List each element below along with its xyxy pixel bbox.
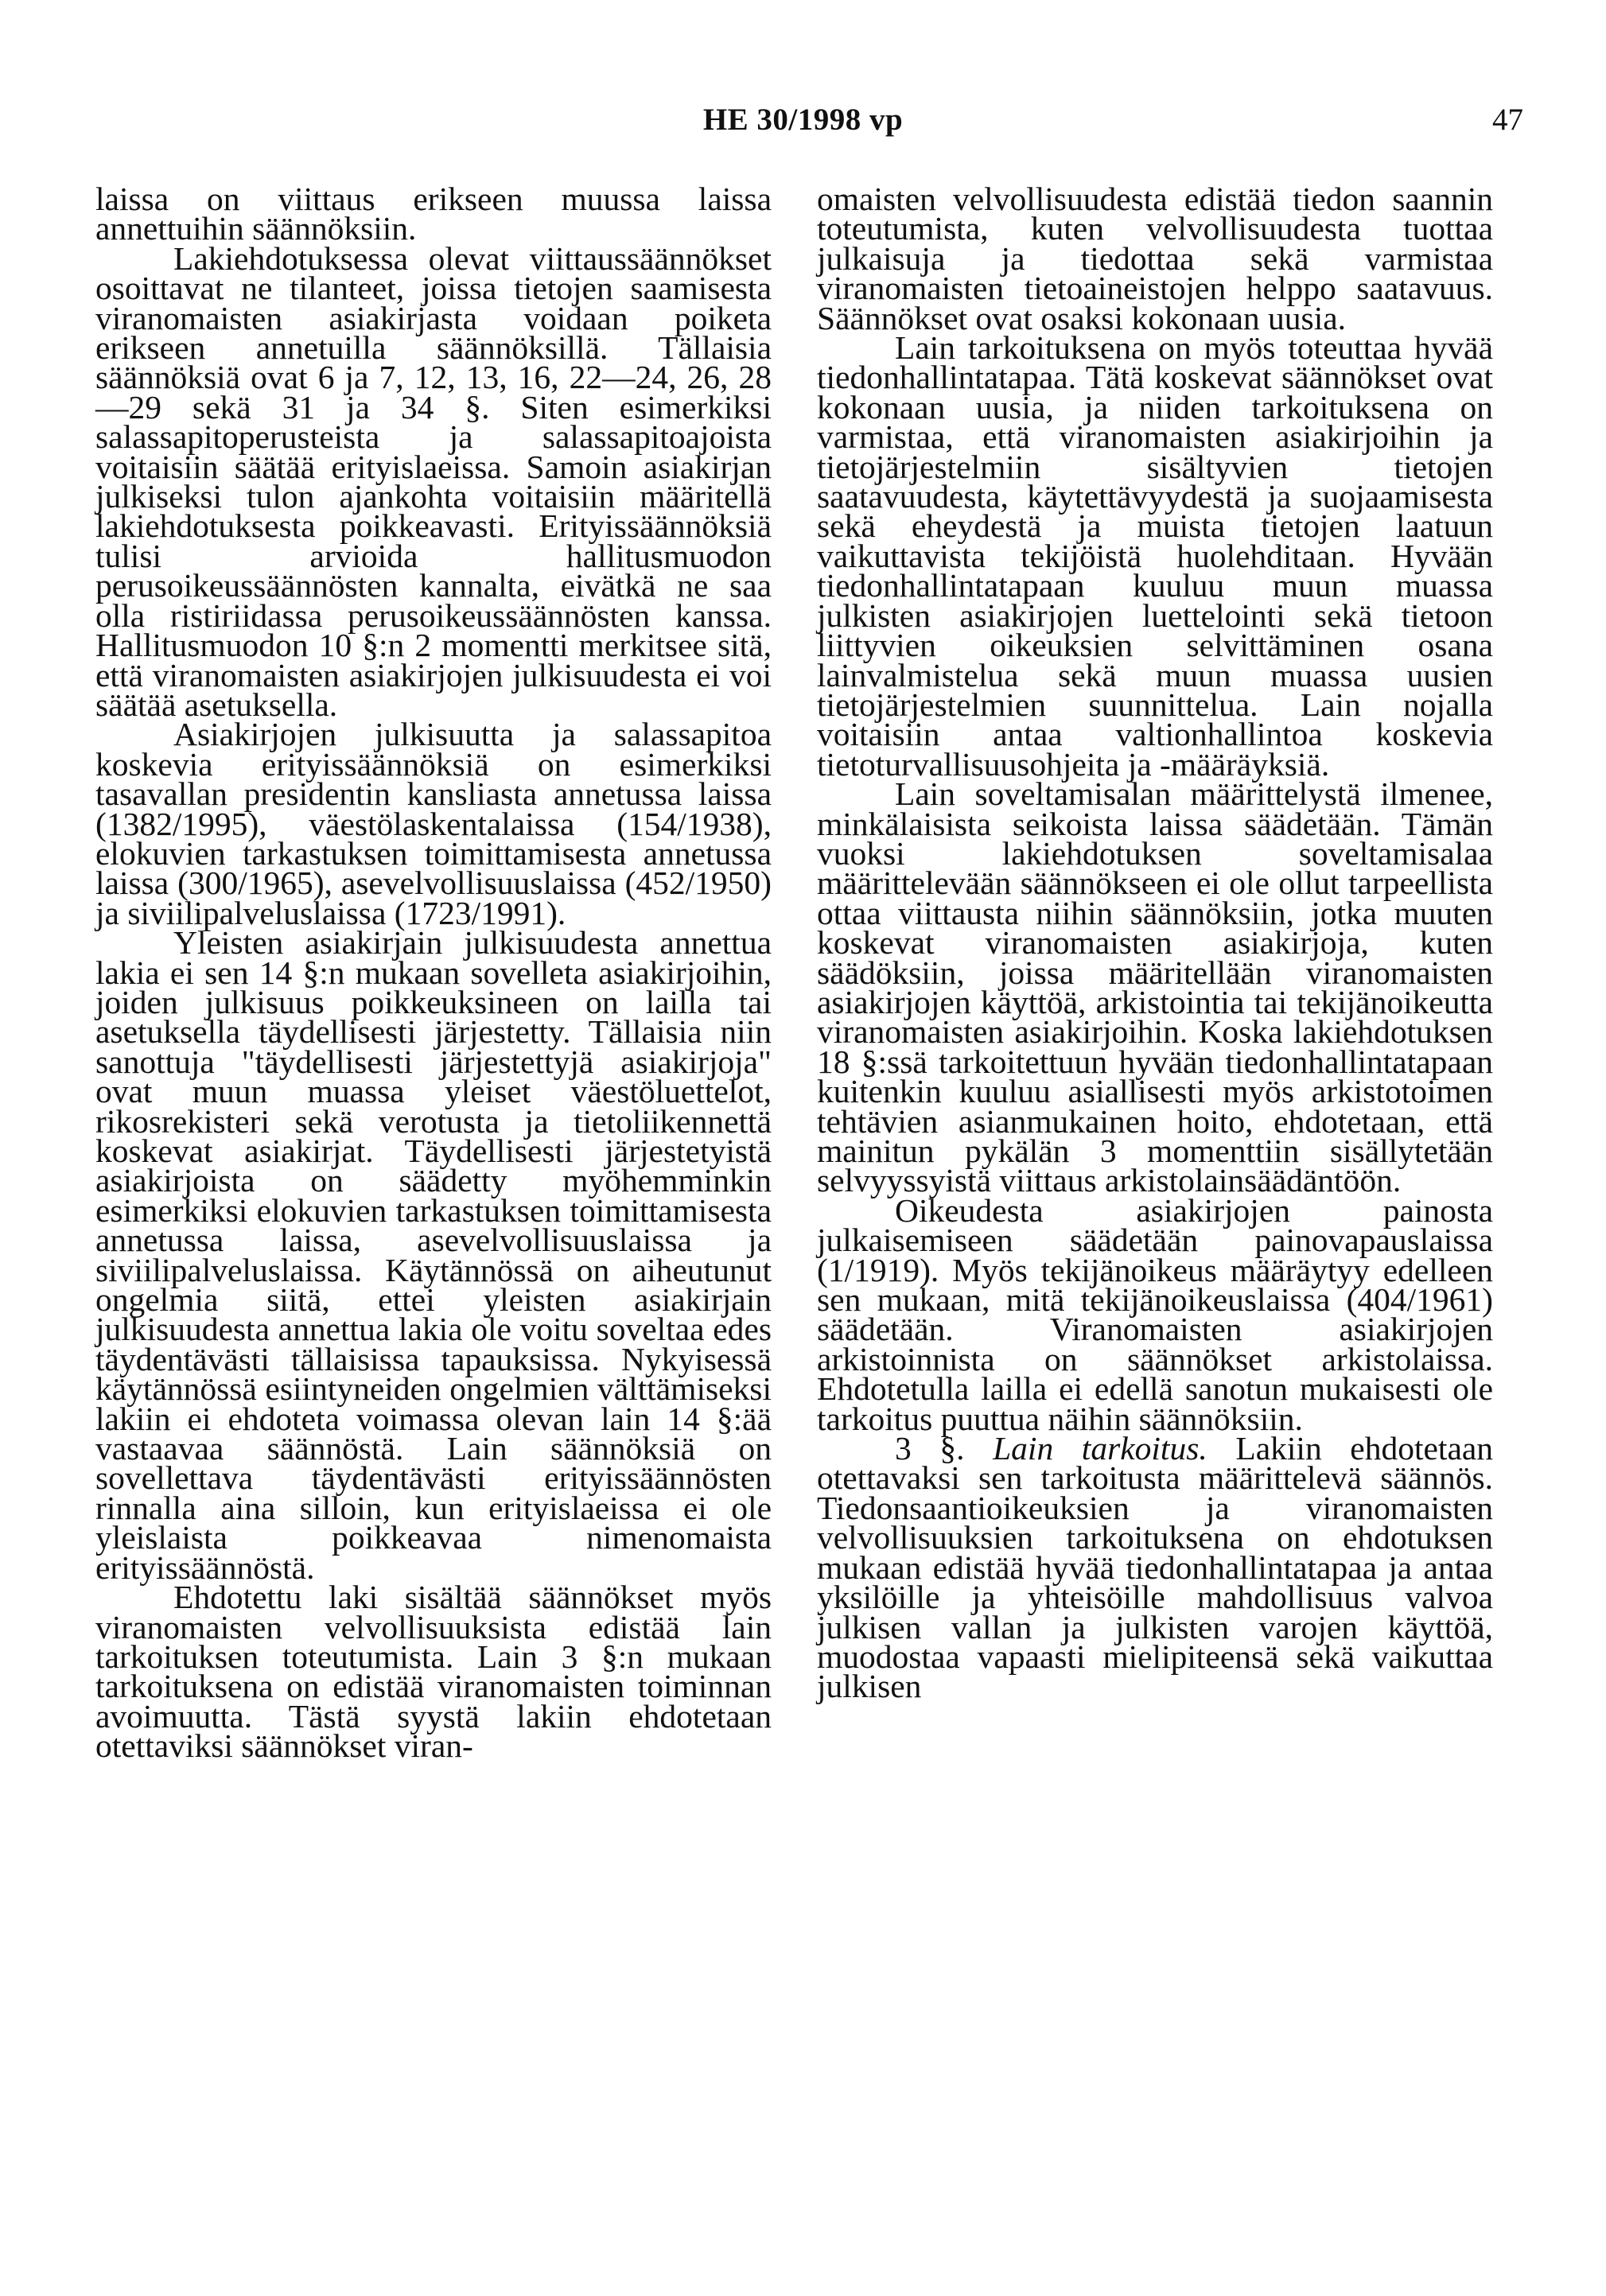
paragraph: Lain soveltamisalan määrittelystä ilmenee, minkälaisista seikoista laissa säädetään. Tämän vuoksi lakiehdotuksen soveltamisalaa määrittelevään säännökseen ei ole ollut tarpeellista ottaa viittausta niihin säännöksiin, jotka muuten koskevat viranomaisten asiakirjoja, kuten säädöksiin, joissa määritellään viranomaisten asiakirjojen käyttöä, arkistointia tai tekijänoikeutta viranomaisten asiakirjoihin. Koska lakiehdotuksen 18 §:ssä tarkoitettuun hyvään tiedonhallintatapaan kuitenkin kuuluu asiallisesti myös arkistotoimen tehtävien asianmukainen hoito, ehdotetaan, että mainitun pykälän 3 momenttiin sisällytetään selvyyssyistä viittaus arkistolainsäädäntöön. [817,775,1493,1199]
right-column [817,181,1494,1705]
page-number: 47 [1492,103,1523,137]
paragraph: Asiakirjojen julkisuutta ja salassapitoa koskevia erityissäännöksiä on esimerkiksi tasavallan presidentin kansliasta annetussa laissa (1382/1995), väestölaskentalaissa (154/1938), elokuvien tarkastuksen toimittamisesta annetussa laissa (300/1965), asevelvollisuuslaissa (452/1950) ja siviilipalveluslaissa (1723/1991). [95,716,772,931]
paragraph: Yleisten asiakirjain julkisuudesta annettua lakia ei sen 14 §:n mukaan sovelleta asiakirjoihin, joiden julkisuus poikkeuksineen on lailla tai asetuksella täydellisesti järjestetty. Tällaisia niin sanottuja "täydellisesti järjestettyjä asiakirjoja" ovat muun muassa yleiset väestöluettelot, rikosrekisteri sekä verotusta ja tietoliikennettä koskevat asiakirjat. Täydellisesti järjestetyistä asiakirjoista on säädetty myöhemminkin esimerkiksi elokuvien tarkastuksen toimittamisesta annetussa laissa, asevelvollisuuslaissa ja siviilipalveluslaissa. Käytännössä on aiheutunut ongelmia siitä, ettei yleisten asiakirjain julkisuudesta annettua lakia ole voitu soveltaa edes täydentävästi tällaisissa tapauksissa. Nykyisessä käytännössä esiintyneiden ongelmien välttämiseksi lakiin ei ehdoteta voimassa olevan lain 14 §:ää vastaavaa säännöstä. Lain säännöksiä on sovellettava täydentävästi erityissäännösten rinnalla aina silloin, kun erityislaeissa ei ole yleislaista poikkeavaa nimenomaista erityissäännöstä. [95,924,772,1586]
left-column [95,181,772,1765]
section-title: Lain tarkoitus. [993,1430,1207,1467]
paragraph: Ehdotettu laki sisältää säännökset myös viranomaisten velvollisuuksista edistää lain tarkoituksen toteutumista. Lain 3 §:n mukaan tarkoituksena on edistää viranomaisten toiminnan avoimuutta. Tästä syystä lakiin ehdotetaan otettaviksi säännökset viran- [95,1579,772,1765]
document-title: HE 30/1998 vp [702,103,904,137]
section-paragraph [817,1430,1494,1705]
paragraph: Oikeudesta asiakirjojen painosta julkaisemiseen säädetään painovapauslaissa (1/1919). Myös tekijänoikeus määräytyy edelleen sen mukaan, mitä tekijänoikeuslaissa (404/1961) säädetään. Viranomaisten asiakirjojen arkistoinnista on säännökset arkistolaissa. Ehdotetulla lailla ei edellä sanotun mukaisesti ole tarkoitus puuttua näihin säännöksiin. [817,1191,1493,1437]
paragraph: omaisten velvollisuudesta edistää tiedon saannin toteutumista, kuten velvollisuudesta tuottaa julkaisuja ja tiedottaa sekä varmistaa viranomaisten tietoaineistojen helppo saatavuus. Säännökset ovat osaksi kokonaan uusia. [817,181,1493,336]
section-text: Lakiin ehdotetaan otettavaksi sen tarkoitusta määrittelevä säännös. Tiedonsaantioikeuksien ja viranomaisten velvollisuuksien tarkoituksena on ehdotuksen mukaan edistää hyvää tiedonhallintatapaa ja antaa yksilöille ja yhteisöille mahdollisuus valvoa julkisen vallan ja julkisten varojen käyttöä, muodostaa vapaasti mielipiteensä sekä vaikuttaa julkisen [817,1430,1494,1705]
paragraph: Lakiehdotuksessa olevat viittaussäännökset osoittavat ne tilanteet, joissa tietojen saamisesta viranomaisten asiakirjasta voidaan poiketa erikseen annetuilla säännöksillä. Tällaisia säännöksiä ovat 6 ja 7, 12, 13, 16, 22—24, 26, 28—29 sekä 31 ja 34 §. Siten esimerkiksi salassapitoperusteista ja salassapitoajoista voitaisiin säätää erityislaeissa. Samoin asiakirjan julkiseksi tulon ajankohta voitaisiin määritellä lakiehdotuksesta poikkeavasti. Erityissäännöksiä tulisi arvioida hallitusmuodon perusoikeussäännösten kannalta, eivätkä ne saa olla ristiriidassa perusoikeussäännösten kanssa. Hallitusmuodon 10 §:n 2 momentti merkitsee sitä, että viranomaisten asiakirjojen julkisuudesta ei voi säätää asetuksella. [95,239,772,723]
paragraph: Lain tarkoituksena on myös toteuttaa hyvää tiedonhallintatapaa. Tätä koskevat säännökset ovat kokonaan uusia, ja niiden tarkoituksena on varmistaa, että viranomaisten asiakirjoihin ja tietojärjestelmiin sisältyvien tietojen saatavuudesta, käytettävyydestä ja suojaamisesta sekä eheydestä ja muista tietojen laatuun vaikuttavista tekijöistä huolehditaan. Hyvään tiedonhallintatapaan kuuluu muun muassa julkisten asiakirjojen luettelointi sekä tietoon liittyvien oikeuksien selvittäminen osana lainvalmistelua sekä muun muassa uusien tietojärjestelmien suunnittelua. Lain nojalla voitaisiin antaa valtionhallintoa koskevia tietoturvallisuusohjeita ja -määräyksiä. [817,329,1493,783]
section-number: 3 §. [895,1430,965,1467]
page-header [0,102,1606,150]
paragraph: laissa on viittaus erikseen muussa laissa annettuihin säännöksiin. [95,181,772,247]
